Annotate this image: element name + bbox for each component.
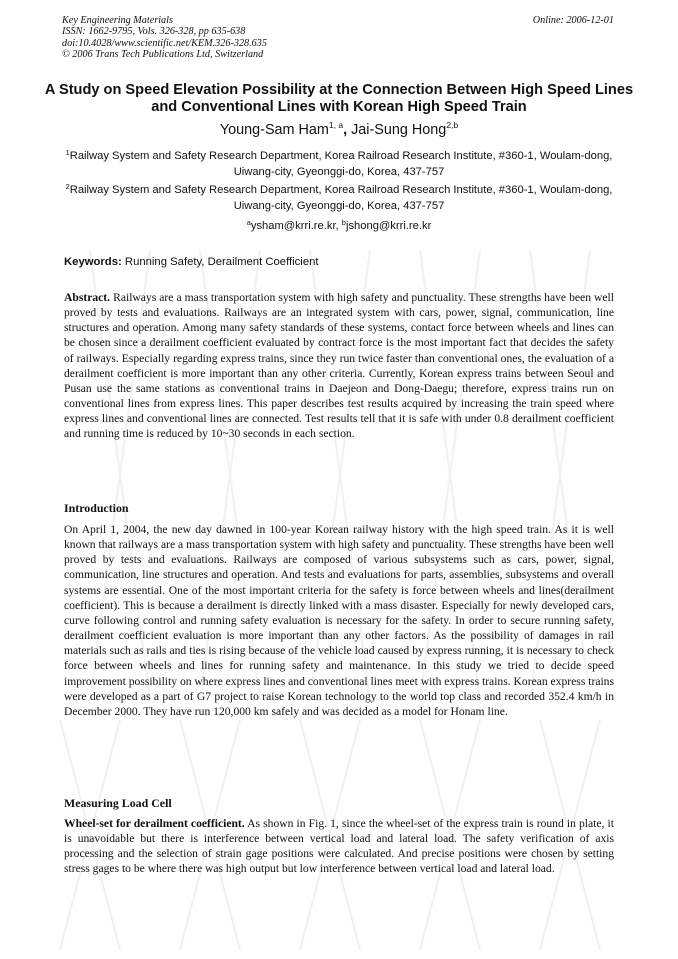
wheelset-text: As shown in Fig. 1, since the wheel-set of the express train is round in plate, it is unavoidable but there is interference between vertical load and lateral load. The safety verification of axis processing and the selection of strain gage positions were calculated. And precise positions were chosen by setting stress gages to be where there was high output but low interference between vertical load and lateral load. [64, 817, 614, 876]
author-2: Jai-Sung Hong [351, 122, 447, 138]
keywords-text: Running Safety, Derailment Coefficient [124, 256, 319, 268]
introduction-section [64, 522, 614, 719]
wheelset-section [64, 816, 614, 877]
measuring-heading: Measuring Load Cell [64, 796, 172, 810]
author-1: Young-Sam Ham [219, 122, 329, 138]
affiliation-1-text: Railway System and Safety Research Department, Korea Railroad Research Institute, #360-1, Woulam-dong, Uiwang-city, Gyeonggi-do, Korea, 437-757 [69, 150, 613, 178]
author-line [40, 122, 638, 139]
affiliation-2-number: 2 [65, 182, 70, 191]
author-emails [60, 219, 618, 234]
affiliation-1-number: 1 [65, 148, 70, 157]
author-2-sup: 2,b [446, 120, 459, 130]
email-a[interactable]: ysham@krri.re.kr, [250, 220, 339, 232]
abstract-label: Abstract. [64, 291, 111, 304]
journal-name: Key Engineering Materials [62, 15, 173, 26]
introduction-text: On April 1, 2004, the new day dawned in 100-year Korean railway history with the high speed train. As it is well known that railways are a mass transportation system with high safety and punctuality. These strengths have been well proved by tests and evaluations. Railways are composed of various subsystems such as cars, power, signal, communication, line structures and operation. And tests and evaluations for parts, assemblies, subsystems and overall systems are essential. One of the most important criteria for the safety is force between wheels and lines(derailment coefficient). This is because a derailment is directly linked with a mass disaster. Especially for newly developed cars, curve following control and running safety evaluation is necessary for the safety. In order to secure running safety, derailment coefficient evaluation is more important than any other factors. As the possibility of damages in rail materials such as rails and ties is rising because of the vehicle load caused by express running, it is necessary to check force between wheels and lines for running safety and maintenance. In this study we tried to decide speed improvement possibility on where express lines and conventional lines meet with express trains. Korean express trains were developed as a part of G7 project to raise Korean technology to the world top class and recorded 352.4 km/h in December 2000. They have run 120,000 km safely and was decided as a model for Honam line. [64, 523, 614, 718]
affiliation-2 [60, 183, 618, 214]
author-1-sup: 1, a [328, 120, 344, 130]
introduction-heading: Introduction [64, 501, 129, 515]
doi-line: doi:10.4028/www.scientific.net/KEM.326-328.635 [62, 37, 267, 49]
email-b-sup: b [341, 218, 346, 227]
journal-info [62, 15, 267, 61]
keywords-label: Keywords: [64, 256, 122, 268]
paper-title: A Study on Speed Elevation Possibility at the Connection Between High Speed Lines and Conventional Lines with Korean High Speed Train [44, 82, 634, 115]
abstract-text: Railways are a mass transportation system with high safety and punctuality. These strengths have been well proved by tests and evaluations. Railways are an integrated system with cars, power, signal, communication, line structures and operation. Among many safety standards of these systems, contact force between wheels and lines can be chosen since a derailment coefficient evaluated by contract force is the most important fact that decides the safety of railways. Especially regarding express trains, since they run twice faster than conventional ones, the evaluation of a derailment coefficient is more important than any other criteria. Currently, Korean express trains between Seoul and Pusan use the same stations as conventional trains in Daejeon and Dong-Daegu; therefore, express trains run on conventional lines from express lines. This paper describes test results acquired by increasing the train speed where express lines and conventional lines are connected. Test results tell that it is safe with under 0.8 derailment coefficient and running time is reduced by 10~30 seconds in each section. [64, 291, 614, 441]
online-date: Online: 2006-12-01 [532, 15, 614, 26]
email-a-sup: a [246, 218, 251, 227]
email-b[interactable]: jshong@krri.re.kr [345, 220, 432, 232]
copyright-line: © 2006 Trans Tech Publications Ltd, Switzerland [62, 49, 264, 61]
wheelset-subheading: Wheel-set for derailment coefficient. [64, 817, 245, 830]
issn-line: ISSN: 1662-9795, Vols. 326-328, pp 635-638 [62, 26, 246, 38]
author-separator: , [343, 122, 348, 138]
affiliation-2-text: Railway System and Safety Research Department, Korea Railroad Research Institute, #360-1, Woulam-dong, Uiwang-city, Gyeonggi-do, Korea, 437-757 [69, 184, 613, 212]
keywords-line [64, 255, 614, 270]
abstract-section [64, 290, 614, 442]
affiliation-1 [60, 149, 618, 180]
